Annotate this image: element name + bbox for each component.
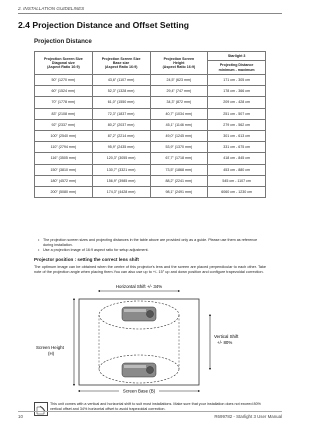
table-cell: 6060 cm - 1230 cm [208,186,266,197]
col-header-line2: Height [173,60,185,65]
table-cell: 34,3" (872 mm) [150,97,208,108]
table-cell: 83" (2108 mm) [35,108,93,119]
table-body [35,75,266,198]
table-cell: 251 cm - 507 cm [208,108,266,119]
lens-shift-diagram [34,283,266,398]
table-cell: 174,3" (4428 mm) [92,186,150,197]
table-cell: 120,3" (3055 mm) [92,153,150,164]
table-cell: 178 cm - 366 cm [208,86,266,97]
table-row [35,97,266,108]
screen-base-label: Screen Base (B) [122,388,156,394]
col-header-line1: Projection Screen Size [101,56,141,61]
col-header-line2: Base size [112,60,130,65]
table-row [35,164,266,175]
table-cell: 67,7" (1718 mm) [150,153,208,164]
table-cell: 171 cm - 305 cm [208,75,266,86]
table-row [35,142,266,153]
projection-distance-table [34,51,266,198]
section-title: 2.4 Projection Distance and Offset Setting [18,20,189,30]
col-header-line3: (Aspect Ratio 16:9) [162,65,196,70]
table-cell: 418 cm - 845 cm [208,153,266,164]
chapter-header: 2. INSTALLATION GUIDELINES [18,6,85,11]
table-cell: 49,0" (1245 mm) [150,130,208,141]
table-cell: 87,2" (2214 mm) [92,130,150,141]
table-cell: 130,7" (3321 mm) [92,164,150,175]
table-cell: 43,6" (1107 mm) [92,75,150,86]
vertical-shift-value: +/- 80% [217,340,233,345]
table-cell: 53,9" (1370 mm) [150,142,208,153]
table-header-row [35,52,266,75]
table-cell: 24,5" (623 mm) [150,75,208,86]
note-icon [34,402,48,416]
table-row [35,108,266,119]
table-row [35,75,266,86]
document-title: R699782 - Starlight 3 User Manual [214,414,282,419]
table-row [35,86,266,97]
col-header-base [92,52,150,75]
table-cell: 60" (1524 mm) [35,86,93,97]
table-row [35,130,266,141]
header-divider [18,13,282,14]
table-cell: 80,2" (2037 mm) [92,119,150,130]
table-row [35,175,266,186]
projector-icon-top [122,307,156,321]
table-cell: 29,4" (747 mm) [150,86,208,97]
subsection-title-lens-shift: Projector position : setting the correct lens shift [34,257,139,262]
table-cell: 92" (2337 mm) [35,119,93,130]
table-cell: 110" (2794 mm) [35,142,93,153]
table-cell: 279 cm - 562 cm [208,119,266,130]
table-cell: 70" (1778 mm) [35,97,93,108]
col-header-distance [208,52,266,75]
table-cell: 52,3" (1328 mm) [92,86,150,97]
note-item: • Use a projection image of 16:9 aspect ratio for setup adjustment. [38,248,266,253]
table-cell: 116" (3505 mm) [35,153,93,164]
col-header-height [150,52,208,75]
info-note-text: This unit comes with a vertical and horizontal shift to suit most installations. Make sure that your installation does not exceed 80% vertical offset and 34% horizontal offset to avoid trapezoidal correction. [50,402,261,411]
lens-shift-paragraph: The optimum image can be obtained when the centre of this projector's lens and the screen are placed perpendicular to each other. Take note of the projection angle when placing them.You can also use up to +/- 15° up and down position and configure trapezoidal correction. [34,265,266,275]
table-cell: 95,9" (2435 mm) [92,142,150,153]
col-header-line1: Starlight 3 [227,54,246,59]
table-row [35,186,266,197]
table-cell: 545 cm - 1107 cm [208,175,266,186]
table-cell: 200" (5080 mm) [35,186,93,197]
table-cell: 72,3" (1837 mm) [92,108,150,119]
vertical-shift-label: Vertical Shift [214,334,239,339]
table-cell: 61,0" (1550 mm) [92,97,150,108]
table-cell: 331 cm - 675 cm [208,142,266,153]
col-header-line2: Projecting Distance [219,63,254,68]
table-row [35,153,266,164]
table-cell: 40,7" (1034 mm) [150,108,208,119]
subsection-title-distance: Projection Distance [34,38,92,45]
screen-height-symbol: (H) [48,351,55,356]
page-number: 10 [18,414,23,419]
col-header-diagonal [35,52,93,75]
table-cell: 156,9" (3985 mm) [92,175,150,186]
footer-divider [18,411,282,412]
table-cell: 45,1" (1146 mm) [150,119,208,130]
col-header-line1: Projection Screen [163,56,195,61]
col-header-line3: (Aspect Ratio 16:9) [47,65,80,70]
table-row [35,119,266,130]
col-header-line2: Diagonal size [51,60,75,65]
horizontal-shift-label: Horizontal Shift +/- 34% [115,284,163,289]
table-cell: 73,5" (1868 mm) [150,164,208,175]
col-header-line3: (Aspect Ratio 16:9) [104,65,138,70]
table-cell: 209 cm - 428 cm [208,97,266,108]
projector-icon-bottom [122,363,156,377]
screen-height-label: Screen Height [36,345,64,350]
table-cell: 98,1" (2491 mm) [150,186,208,197]
table-cell: 50" (1270 mm) [35,75,93,86]
col-header-subcell [208,60,265,71]
col-header-line3: minimum - maximum [218,67,255,72]
table-cell: 100" (2540 mm) [35,130,93,141]
table-cell: 88,2" (2241 mm) [150,175,208,186]
table-cell: 180" (4572 mm) [35,175,93,186]
table-cell: 301 cm - 613 cm [208,130,266,141]
note-item: • The projection screen sizes and projecting distances in the table above are provided only as a guide. Please use them as reference during installation. [38,238,266,248]
notes-list [38,238,266,253]
table-cell: 453 cm - 880 cm [208,164,266,175]
table-cell: 150" (3810 mm) [35,164,93,175]
col-header-line1: Projection Screen Size [44,56,83,61]
